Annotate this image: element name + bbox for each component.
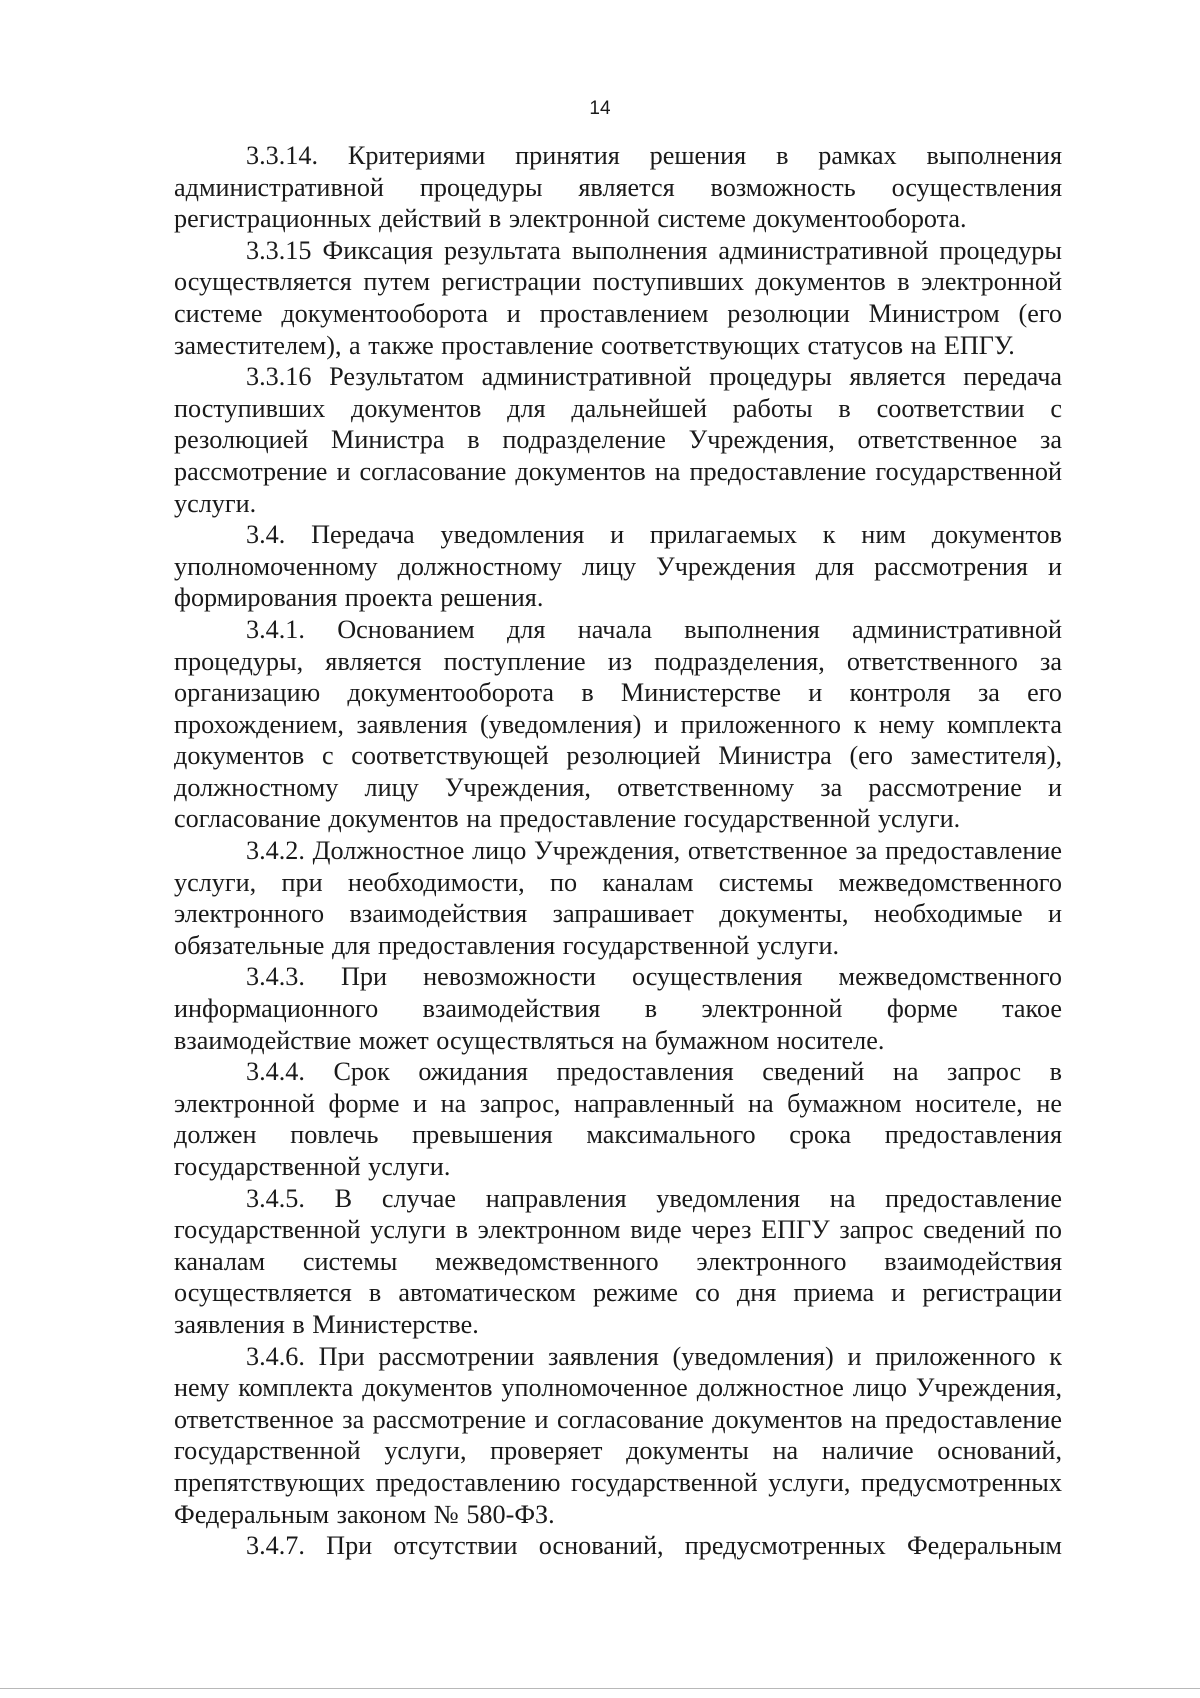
scan-bottom-edge: [0, 1688, 1200, 1689]
document-body: [174, 140, 1062, 1562]
paragraph-3-4-2: 3.4.2. Должностное лицо Учреждения, ответственное за предоставление услуги, при необходимости, по каналам системы межведомственного электронного взаимодействия запрашивает документы, необходимые и обязательные для предоставления государственной услуги.: [174, 836, 1062, 960]
paragraph-3-3-15: 3.3.15 Фиксация результата выполнения административной процедуры осуществляется путем регистрации поступивших документов в электронной системе документооборота и проставлением резолюции Министром (его заместителем), а также проставление соответствующих статусов на ЕПГУ.: [174, 235, 1062, 360]
page-number: 14: [589, 98, 611, 119]
paragraph-3-4-5: 3.4.5. В случае направления уведомления на предоставление государственной услуги в электронном виде через ЕПГУ запрос сведений по каналам системы межведомственного электронного взаимодействия осуществляется в автоматическом режиме со дня приема и регистрации заявления в Министерстве.: [174, 1183, 1062, 1339]
paragraph-3-4-4: 3.4.4. Срок ожидания предоставления сведений на запрос в электронной форме и на запрос, направленный на бумажном носителе, не должен повлечь превышения максимального срока предоставления государственной услуги.: [174, 1057, 1062, 1181]
paragraph-3-4-7: 3.4.7. При отсутствии оснований, предусмотренных Федеральным: [246, 1531, 1062, 1561]
paragraph-3-3-16: 3.3.16 Результатом административной процедуры является передача поступивших документов для дальнейшей работы в соответствии с резолюцией Министра в подразделение Учреждения, ответственное за рассмотрение и согласование документов на предоставление государственной услуги.: [174, 362, 1062, 518]
paragraph-3-4-1: 3.4.1. Основанием для начала выполнения административной процедуры, является поступление из подразделения, ответственного за организацию документооборота в Министерстве и контроля за его прохождением, заявления (уведомления) и приложенного к нему комплекта документов с соответствующей резолюцией Министра (его заместителя), должностному лицу Учреждения, ответственному за рассмотрение и согласование документов на предоставление государственной услуги.: [174, 614, 1062, 834]
paragraph-3-3-14: 3.3.14. Критериями принятия решения в рамках выполнения административной процедуры является возможность осуществления регистрационных действий в электронной системе документооборота.: [174, 141, 1062, 234]
paragraph-3-4-6: 3.4.6. При рассмотрении заявления (уведомления) и приложенного к нему комплекта документов уполномоченное должностное лицо Учреждения, ответственное за рассмотрение и согласование документов на предоставление государственной услуги, проверяет документы на наличие оснований, препятствующих предоставлению государственной услуги, предусмотренных Федеральным законом № 580-ФЗ.: [174, 1341, 1062, 1529]
paragraph-3-4: 3.4. Передача уведомления и прилагаемых к ним документов уполномоченному должностному лицу Учреждения для рассмотрения и формирования проекта решения.: [174, 520, 1062, 613]
paragraph-3-4-3: 3.4.3. При невозможности осуществления межведомственного информационного взаимодействия в электронной форме такое взаимодействие может осуществляться на бумажном носителе.: [174, 962, 1062, 1055]
